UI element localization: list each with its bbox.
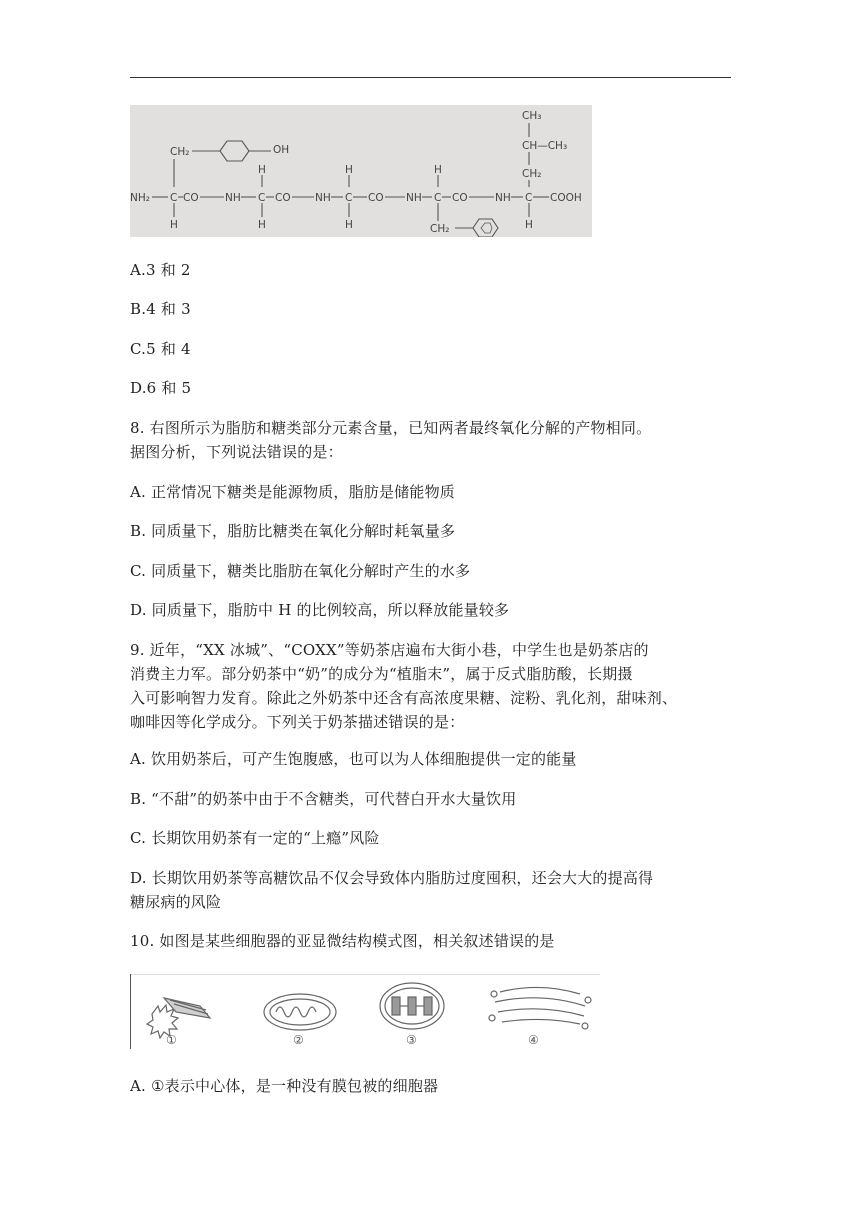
svg-text:CO: CO [183, 192, 199, 204]
svg-text:C: C [258, 192, 266, 204]
q7-option-d: D.6 和 5 [130, 379, 192, 397]
svg-text:H: H [258, 164, 266, 176]
svg-text:C: C [434, 192, 442, 204]
q10-stem: 10. 如图是某些细胞器的亚显微结构模式图，相关叙述错误的是 [130, 932, 555, 950]
q9-option-d-line2: 糖尿病的风险 [130, 893, 222, 911]
q9-stem-line2: 消费主力军。部分奶茶中“奶”的成分为“植脂末”，属于反式脂肪酸，长期摄 [130, 665, 633, 683]
svg-text:CH₂: CH₂ [430, 223, 450, 235]
q9-stem-line4: 咖啡因等化学成分。下列关于奶茶描述错误的是： [130, 713, 465, 731]
q9-stem-line1: 9. 近年，“XX 冰城”、“COXX”等奶茶店遍布大街小巷，中学生也是奶茶店的 [130, 641, 649, 659]
q8-stem-line2: 据图分析，下列说法错误的是： [130, 443, 343, 461]
q8-option-d: D. 同质量下，脂肪中 H 的比例较高，所以释放能量较多 [130, 601, 510, 619]
svg-text:H: H [345, 219, 353, 231]
q7-option-c: C.5 和 4 [130, 340, 191, 358]
organelles-figure [130, 974, 600, 1049]
svg-text:NH: NH [495, 192, 511, 204]
q10-option-a: A. ①表示中心体，是一种没有膜包被的细胞器 [130, 1077, 439, 1095]
svg-text:NH: NH [406, 192, 422, 204]
q7-option-b: B.4 和 3 [130, 300, 191, 318]
svg-text:CO: CO [275, 192, 291, 204]
q8-option-b: B. 同质量下，脂肪比糖类在氧化分解时耗氧量多 [130, 522, 456, 540]
svg-text:OH: OH [273, 144, 290, 156]
svg-text:CH—CH₃: CH—CH₃ [522, 140, 568, 152]
q8-option-c: C. 同质量下，糖类比脂肪在氧化分解时产生的水多 [130, 562, 471, 580]
svg-text:H: H [345, 164, 353, 176]
fig-label-3: ③ [406, 1033, 417, 1047]
svg-text:CO: CO [368, 192, 384, 204]
svg-text:COOH: COOH [550, 192, 582, 204]
q9-option-c: C. 长期饮用奶茶有一定的“上瘾”风险 [130, 829, 380, 847]
svg-text:CO: CO [452, 192, 468, 204]
q8-stem-line1: 8. 右图所示为脂肪和糖类部分元素含量，已知两者最终氧化分解的产物相同。 [130, 419, 652, 437]
q8-option-a: A. 正常情况下糖类是能源物质，脂肪是储能物质 [130, 483, 455, 501]
q9-stem-line3: 入可影响智力发育。除此之外奶茶中还含有高浓度果糖、淀粉、乳化剂，甜味剂、 [130, 689, 678, 707]
q9-option-a: A. 饮用奶茶后，可产生饱腹感，也可以为人体细胞提供一定的能量 [130, 750, 577, 768]
fig-label-2: ② [293, 1033, 304, 1047]
golgi-figure [489, 987, 591, 1029]
q9-option-d-line1: D. 长期饮用奶茶等高糖饮品不仅会导致体内脂肪过度囤积，还会大大的提高得 [130, 869, 654, 887]
svg-text:CH₂: CH₂ [170, 146, 190, 158]
mitochondrion-figure [264, 994, 336, 1030]
svg-text:C: C [345, 192, 353, 204]
centriole-figure [147, 998, 210, 1038]
svg-text:C: C [170, 192, 178, 204]
svg-text:C: C [525, 192, 533, 204]
q9-option-b: B. “不甜”的奶茶中由于不含糖类，可代替白开水大量饮用 [130, 790, 517, 808]
svg-text:NH: NH [225, 192, 241, 204]
peptide-structure-figure [130, 105, 592, 237]
svg-text:H: H [434, 164, 442, 176]
svg-text:CH₂: CH₂ [522, 168, 542, 180]
q7-option-a: A.3 和 2 [130, 261, 191, 279]
svg-text:NH: NH [315, 192, 331, 204]
chloroplast-figure [380, 983, 444, 1029]
svg-text:CH₃: CH₃ [522, 110, 542, 122]
svg-text:H: H [525, 219, 533, 231]
nh2-label: NH₂ [130, 192, 150, 204]
fig-label-1: ① [166, 1033, 177, 1047]
svg-text:H: H [258, 219, 266, 231]
svg-text:H: H [170, 219, 178, 231]
fig-label-4: ④ [528, 1033, 539, 1047]
header-rule [130, 77, 731, 78]
